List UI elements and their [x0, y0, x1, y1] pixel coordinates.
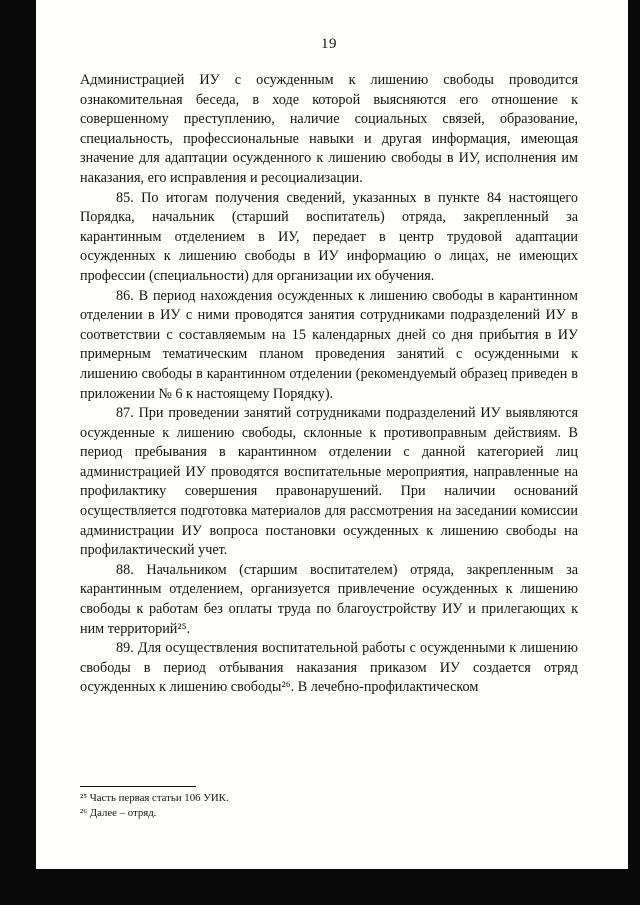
page-number: 19 — [321, 36, 337, 52]
document-body — [80, 71, 578, 698]
scan-border-right — [628, 0, 640, 905]
paragraph: 86. В период нахождения осужденных к лишению свободы в карантинном отделении в ИУ с ними проводятся занятия сотрудниками подразделений ИУ в соответствии с составляемым на 15 календарных дней со дня прибытия в ИУ примерным тематическим планом проведения занятий с осужденными к лишению свободы в карантинном отделении (рекомендуемый образец приведен в приложении № 6 к настоящему Порядку). — [80, 287, 578, 402]
footnote-separator — [80, 786, 196, 787]
scan-border-bottom — [0, 869, 640, 905]
scan-border-left — [0, 0, 36, 905]
page-content — [80, 36, 578, 698]
paragraph: 85. По итогам получения сведений, указанных в пункте 84 настоящего Порядка, начальник (старший воспитатель) отряда, закрепленный за карантинным отделением в ИУ, передает в центр трудовой адаптации осужденных к лишению свободы в ИУ информацию о лицах, не имеющих профессии (специальности) для организации их обучения. — [80, 189, 578, 284]
paragraph: 88. Начальником (старшим воспитателем) отряда, закрепленным за карантинным отделением, организуется привлечение осужденных к лишению свободы к работам без оплаты труда по благоустройству ИУ и прилегающих к ним территорий²⁵. — [80, 561, 578, 637]
footnote: ²⁵ Часть первая статьи 106 УИК. — [80, 792, 229, 804]
paragraph: 89. Для осуществления воспитательной работы с осужденными к лишению свободы в период отбывания наказания приказом ИУ создается отряд осужденных к лишению свободы²⁶. В лечебно-профилактическом — [80, 640, 578, 696]
paragraph: 87. При проведении занятий сотрудниками подразделений ИУ выявляются осужденные к лишению свободы, склонные к противоправным действиям. В период пребывания в карантинном отделении с данной категорией лиц администрацией ИУ проводятся воспитательные мероприятия, направленные на профилактику совершения правонарушений. При наличии оснований осуществляется подготовка материалов для рассмотрения на заседании комиссии администрации ИУ вопроса постановки осужденных к лишению свободы на профилактический учет. — [80, 405, 578, 559]
footnotes — [80, 786, 380, 820]
paragraph: Администрацией ИУ с осужденным к лишению свободы проводится ознакомительная беседа, в ходе которой выясняются его отношение к совершенному преступлению, наличие социальных связей, образование, специальность, профессиональные навыки и другая информация, имеющая значение для адаптации осужденного к лишению свободы в ИУ, исполнения им наказания, его исправления и ресоциализации. — [80, 72, 578, 186]
footnote: ²⁶ Далее – отряд. — [80, 806, 157, 819]
